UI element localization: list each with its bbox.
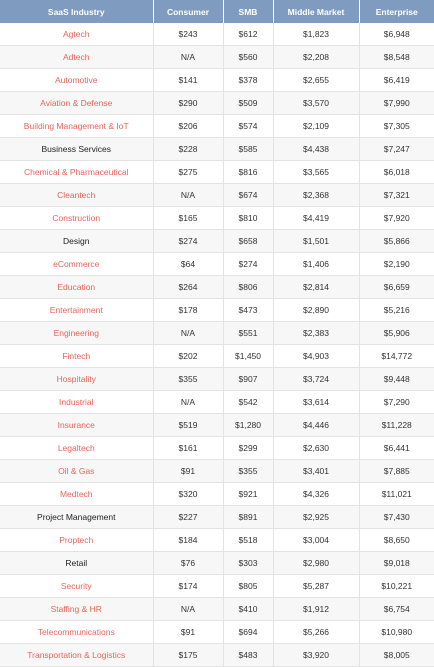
consumer-cell: N/A xyxy=(153,391,223,414)
table-row xyxy=(0,92,434,115)
smb-cell: $473 xyxy=(223,299,273,322)
consumer-cell: $184 xyxy=(153,529,223,552)
industry-link[interactable]: Insurance xyxy=(0,414,153,437)
middle-market-cell: $2,655 xyxy=(273,69,359,92)
header-enterprise: Enterprise xyxy=(359,0,434,23)
table-row xyxy=(0,644,434,667)
table-row xyxy=(0,161,434,184)
industry-link[interactable]: Oil & Gas xyxy=(0,460,153,483)
middle-market-cell: $4,438 xyxy=(273,138,359,161)
table-row xyxy=(0,46,434,69)
table-row xyxy=(0,184,434,207)
enterprise-cell: $5,866 xyxy=(359,230,434,253)
table-header-row xyxy=(0,0,434,23)
consumer-cell: $519 xyxy=(153,414,223,437)
smb-cell: $806 xyxy=(223,276,273,299)
industry-link[interactable]: Adtech xyxy=(0,46,153,69)
industry-label: Business Services xyxy=(0,138,153,161)
industry-link[interactable]: Staffing & HR xyxy=(0,598,153,621)
industry-label: Design xyxy=(0,230,153,253)
enterprise-cell: $10,221 xyxy=(359,575,434,598)
table-row xyxy=(0,230,434,253)
consumer-cell: $91 xyxy=(153,460,223,483)
consumer-cell: $206 xyxy=(153,115,223,138)
industry-link[interactable]: Cleantech xyxy=(0,184,153,207)
industry-label: Retail xyxy=(0,552,153,575)
enterprise-cell: $7,990 xyxy=(359,92,434,115)
consumer-cell: N/A xyxy=(153,46,223,69)
smb-cell: $299 xyxy=(223,437,273,460)
industry-link[interactable]: Legaltech xyxy=(0,437,153,460)
smb-cell: $674 xyxy=(223,184,273,207)
smb-cell: $1,450 xyxy=(223,345,273,368)
industry-link[interactable]: Telecommunications xyxy=(0,621,153,644)
enterprise-cell: $7,321 xyxy=(359,184,434,207)
consumer-cell: $174 xyxy=(153,575,223,598)
enterprise-cell: $9,448 xyxy=(359,368,434,391)
enterprise-cell: $8,650 xyxy=(359,529,434,552)
table-row xyxy=(0,345,434,368)
smb-cell: $355 xyxy=(223,460,273,483)
middle-market-cell: $1,823 xyxy=(273,23,359,46)
consumer-cell: N/A xyxy=(153,184,223,207)
industry-link[interactable]: Building Management & IoT xyxy=(0,115,153,138)
smb-cell: $816 xyxy=(223,161,273,184)
smb-cell: $551 xyxy=(223,322,273,345)
consumer-cell: $178 xyxy=(153,299,223,322)
middle-market-cell: $2,109 xyxy=(273,115,359,138)
enterprise-cell: $8,548 xyxy=(359,46,434,69)
consumer-cell: $202 xyxy=(153,345,223,368)
industry-link[interactable]: Engineering xyxy=(0,322,153,345)
smb-cell: $410 xyxy=(223,598,273,621)
smb-cell: $560 xyxy=(223,46,273,69)
smb-cell: $658 xyxy=(223,230,273,253)
table-row xyxy=(0,598,434,621)
consumer-cell: $161 xyxy=(153,437,223,460)
table-row xyxy=(0,506,434,529)
header-smb: SMB xyxy=(223,0,273,23)
enterprise-cell: $6,659 xyxy=(359,276,434,299)
consumer-cell: $243 xyxy=(153,23,223,46)
consumer-cell: N/A xyxy=(153,598,223,621)
middle-market-cell: $3,724 xyxy=(273,368,359,391)
table-row xyxy=(0,529,434,552)
industry-link[interactable]: Fintech xyxy=(0,345,153,368)
table-row xyxy=(0,138,434,161)
table-row xyxy=(0,368,434,391)
middle-market-cell: $4,903 xyxy=(273,345,359,368)
smb-cell: $1,280 xyxy=(223,414,273,437)
enterprise-cell: $5,906 xyxy=(359,322,434,345)
middle-market-cell: $4,326 xyxy=(273,483,359,506)
industry-label: Project Management xyxy=(0,506,153,529)
enterprise-cell: $6,419 xyxy=(359,69,434,92)
enterprise-cell: $6,754 xyxy=(359,598,434,621)
industry-link[interactable]: Medtech xyxy=(0,483,153,506)
industry-link[interactable]: Aviation & Defense xyxy=(0,92,153,115)
middle-market-cell: $2,383 xyxy=(273,322,359,345)
smb-cell: $612 xyxy=(223,23,273,46)
middle-market-cell: $4,419 xyxy=(273,207,359,230)
middle-market-cell: $5,287 xyxy=(273,575,359,598)
smb-cell: $378 xyxy=(223,69,273,92)
table-row xyxy=(0,575,434,598)
industry-link[interactable]: Security xyxy=(0,575,153,598)
table-row xyxy=(0,69,434,92)
middle-market-cell: $3,614 xyxy=(273,391,359,414)
smb-cell: $509 xyxy=(223,92,273,115)
middle-market-cell: $2,368 xyxy=(273,184,359,207)
consumer-cell: $274 xyxy=(153,230,223,253)
smb-cell: $303 xyxy=(223,552,273,575)
consumer-cell: $227 xyxy=(153,506,223,529)
middle-market-cell: $4,446 xyxy=(273,414,359,437)
middle-market-cell: $3,004 xyxy=(273,529,359,552)
header-consumer: Consumer xyxy=(153,0,223,23)
smb-cell: $483 xyxy=(223,644,273,667)
table-row xyxy=(0,621,434,644)
smb-cell: $518 xyxy=(223,529,273,552)
middle-market-cell: $2,208 xyxy=(273,46,359,69)
table-row xyxy=(0,552,434,575)
enterprise-cell: $14,772 xyxy=(359,345,434,368)
enterprise-cell: $9,018 xyxy=(359,552,434,575)
enterprise-cell: $7,247 xyxy=(359,138,434,161)
enterprise-cell: $6,948 xyxy=(359,23,434,46)
middle-market-cell: $2,980 xyxy=(273,552,359,575)
smb-cell: $585 xyxy=(223,138,273,161)
middle-market-cell: $3,570 xyxy=(273,92,359,115)
consumer-cell: $275 xyxy=(153,161,223,184)
smb-cell: $694 xyxy=(223,621,273,644)
industry-link[interactable]: Entertainment xyxy=(0,299,153,322)
table-row xyxy=(0,23,434,46)
table-row xyxy=(0,299,434,322)
enterprise-cell: $6,018 xyxy=(359,161,434,184)
industry-link[interactable]: Industrial xyxy=(0,391,153,414)
table-row xyxy=(0,437,434,460)
enterprise-cell: $8,005 xyxy=(359,644,434,667)
table-row xyxy=(0,322,434,345)
middle-market-cell: $1,501 xyxy=(273,230,359,253)
industry-link[interactable]: Agtech xyxy=(0,23,153,46)
consumer-cell: $290 xyxy=(153,92,223,115)
consumer-cell: $76 xyxy=(153,552,223,575)
middle-market-cell: $2,890 xyxy=(273,299,359,322)
smb-cell: $810 xyxy=(223,207,273,230)
industry-link[interactable]: eCommerce xyxy=(0,253,153,276)
enterprise-cell: $11,021 xyxy=(359,483,434,506)
middle-market-cell: $2,814 xyxy=(273,276,359,299)
smb-cell: $574 xyxy=(223,115,273,138)
table-body xyxy=(0,23,434,667)
industry-link[interactable]: Construction xyxy=(0,207,153,230)
table-row xyxy=(0,391,434,414)
middle-market-cell: $2,925 xyxy=(273,506,359,529)
industry-link[interactable]: Transportation & Logistics xyxy=(0,644,153,667)
industry-link[interactable]: Education xyxy=(0,276,153,299)
consumer-cell: $91 xyxy=(153,621,223,644)
consumer-cell: $175 xyxy=(153,644,223,667)
middle-market-cell: $2,630 xyxy=(273,437,359,460)
table-row xyxy=(0,483,434,506)
enterprise-cell: $7,920 xyxy=(359,207,434,230)
header-middle-market: Middle Market xyxy=(273,0,359,23)
enterprise-cell: $7,305 xyxy=(359,115,434,138)
consumer-cell: $355 xyxy=(153,368,223,391)
consumer-cell: $64 xyxy=(153,253,223,276)
table-row xyxy=(0,115,434,138)
enterprise-cell: $10,980 xyxy=(359,621,434,644)
smb-cell: $542 xyxy=(223,391,273,414)
smb-cell: $921 xyxy=(223,483,273,506)
middle-market-cell: $1,406 xyxy=(273,253,359,276)
industry-link[interactable]: Proptech xyxy=(0,529,153,552)
enterprise-cell: $7,290 xyxy=(359,391,434,414)
enterprise-cell: $11,228 xyxy=(359,414,434,437)
consumer-cell: $165 xyxy=(153,207,223,230)
enterprise-cell: $6,441 xyxy=(359,437,434,460)
enterprise-cell: $2,190 xyxy=(359,253,434,276)
industry-link[interactable]: Automotive xyxy=(0,69,153,92)
header-saas-industry: SaaS Industry xyxy=(0,0,153,23)
table-row xyxy=(0,414,434,437)
middle-market-cell: $3,920 xyxy=(273,644,359,667)
smb-cell: $891 xyxy=(223,506,273,529)
smb-cell: $805 xyxy=(223,575,273,598)
smb-cell: $907 xyxy=(223,368,273,391)
consumer-cell: $141 xyxy=(153,69,223,92)
table-row xyxy=(0,460,434,483)
table-row xyxy=(0,207,434,230)
consumer-cell: $264 xyxy=(153,276,223,299)
enterprise-cell: $5,216 xyxy=(359,299,434,322)
middle-market-cell: $1,912 xyxy=(273,598,359,621)
middle-market-cell: $5,266 xyxy=(273,621,359,644)
consumer-cell: N/A xyxy=(153,322,223,345)
industry-link[interactable]: Hospitality xyxy=(0,368,153,391)
consumer-cell: $320 xyxy=(153,483,223,506)
table-row xyxy=(0,276,434,299)
middle-market-cell: $3,401 xyxy=(273,460,359,483)
industry-link[interactable]: Chemical & Pharmaceutical xyxy=(0,161,153,184)
smb-cell: $274 xyxy=(223,253,273,276)
enterprise-cell: $7,885 xyxy=(359,460,434,483)
middle-market-cell: $3,565 xyxy=(273,161,359,184)
consumer-cell: $228 xyxy=(153,138,223,161)
enterprise-cell: $7,430 xyxy=(359,506,434,529)
table-row xyxy=(0,253,434,276)
